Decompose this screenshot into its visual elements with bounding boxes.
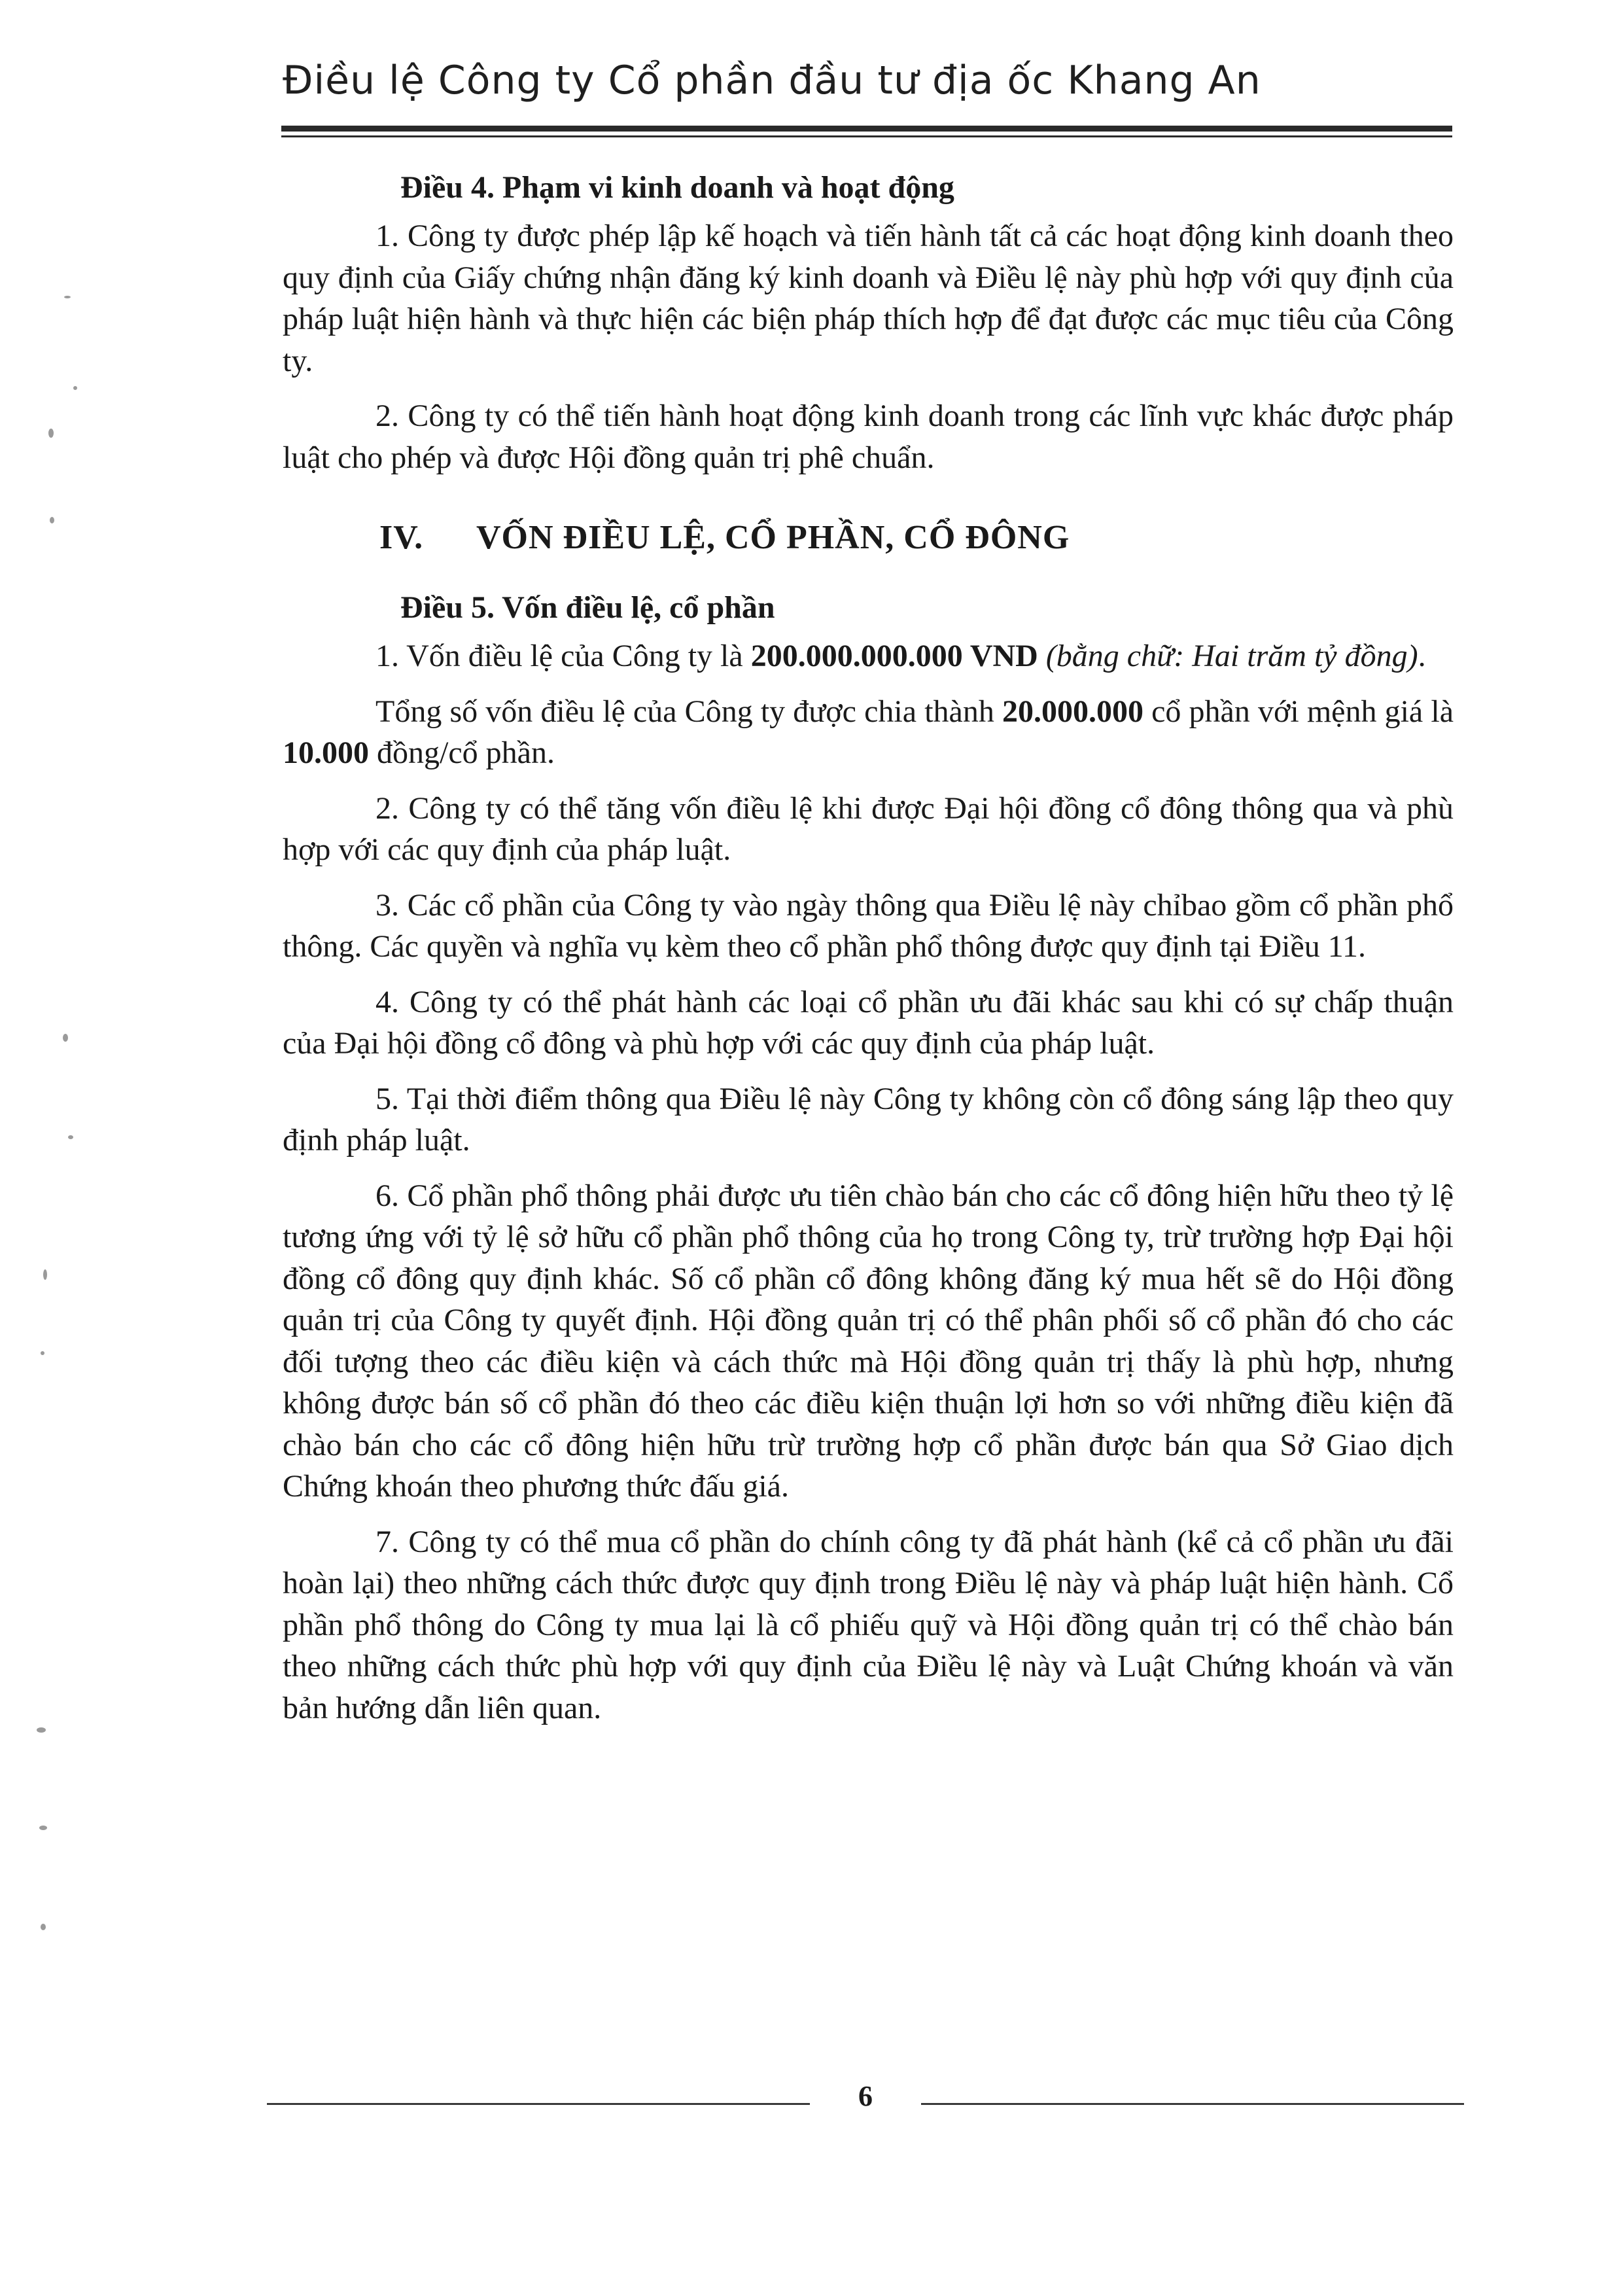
scan-speck [39, 1826, 47, 1830]
running-header: Điều lệ Công ty Cổ phần đầu tư địa ốc Khang An [283, 58, 1261, 103]
article-5-paragraph-6: 6. Cổ phần phổ thông phải được ưu tiên chào bán cho các cổ đông hiện hữu theo tỷ lệ tương ứng với tỷ lệ sở hữu cổ phần phổ thông của họ trong Công ty, trừ trường hợp Đại hội đồng cổ đông quy định khác. Số cổ phần cổ đông không đăng ký mua hết sẽ do Hội đồng quản trị của Công ty quyết định. Hội đồng quản trị có thể phân phối số cổ phần đó cho các đối tượng theo các điều kiện và cách thức mà Hội đồng quản trị thấy là phù hợp, nhưng không được bán số cổ phần đó theo các điều kiện thuận lợi hơn so với những điều kiện đã chào bán cho các cổ đông hiện hữu trừ trường hợp cổ phần được bán qua Sở Giao dịch Chứng khoán theo phương thức đấu giá. [283, 1178, 1454, 1504]
footer-rule-right [921, 2103, 1464, 2105]
article-5-paragraph-7: 7. Công ty có thể mua cổ phần do chính công ty đã phát hành (kể cả cổ phần ưu đãi hoàn lại) theo những cách thức được quy định trong Điều lệ này và pháp luật hiện hành. Cổ phần phổ thông do Công ty mua lại là cổ phiếu quỹ và Hội đồng quản trị có thể chào bán theo những cách thức phù hợp với quy định của Điều lệ này và Luật Chứng khoán và văn bản hướng dẫn liên quan. [283, 1524, 1454, 1725]
section-number: IV. [379, 519, 424, 556]
footer-rule-left [267, 2103, 810, 2105]
article-5-paragraph-3: 3. Các cổ phần của Công ty vào ngày thông qua Điều lệ này chỉbao gồm cổ phần phổ thông. Các quyền và nghĩa vụ kèm theo cổ phần phổ thông được quy định tại Điều 11. [283, 887, 1454, 964]
charter-capital-end: . [1418, 639, 1426, 673]
article-4-heading: Điều 4. Phạm vi kinh doanh và hoạt động [400, 170, 954, 205]
article-4-paragraph-2: 2. Công ty có thể tiến hành hoạt động kinh doanh trong các lĩnh vực khác được pháp luật cho phép và được Hội đồng quản trị phê chuẩn. [283, 398, 1454, 475]
scan-speck [41, 1924, 46, 1930]
header-rule [281, 126, 1452, 132]
page-number: 6 [858, 2080, 873, 2112]
article-4-paragraph-1: 1. Công ty được phép lập kế hoạch và tiến hành tất cả các hoạt động kinh doanh theo quy định của Giấy chứng nhận đăng ký kinh doanh và Điều lệ này phù hợp với quy định của pháp luật hiện hành và thực hiện các biện pháp thích hợp để đạt được các mục tiêu của Công ty. [283, 219, 1454, 378]
article-5-heading: Điều 5. Vốn điều lệ, cổ phần [400, 590, 775, 625]
scan-speck [73, 386, 77, 390]
scan-speck [37, 1727, 46, 1733]
document-body [283, 167, 1454, 1742]
section-4-heading [283, 515, 1454, 561]
par-value-lead: cổ phần với mệnh giá là [1143, 694, 1454, 729]
section-title: VỐN ĐIỀU LỆ, CỔ PHẦN, CỔ ĐÔNG [476, 519, 1070, 556]
charter-capital-lead: 1. Vốn điều lệ của Công ty là [375, 639, 751, 673]
scan-speck [48, 429, 54, 438]
scan-speck [64, 296, 71, 298]
scan-speck [68, 1135, 73, 1139]
par-value-unit: đồng/cổ phần. [369, 735, 555, 770]
header-rule-thin [281, 135, 1452, 137]
scan-speck [43, 1269, 47, 1280]
article-5-paragraph-2: 2. Công ty có thể tăng vốn điều lệ khi được Đại hội đồng cổ đông thông qua và phù hợp với các quy định của pháp luật. [283, 790, 1454, 867]
scan-speck [63, 1034, 68, 1042]
scan-speck [50, 517, 54, 523]
scan-speck [41, 1351, 44, 1355]
share-count: 20.000.000 [1002, 694, 1143, 729]
article-5-paragraph-1b [283, 691, 1454, 774]
article-5-paragraph-5: 5. Tại thời điểm thông qua Điều lệ này Công ty không còn cổ đông sáng lập theo quy định pháp luật. [283, 1081, 1454, 1157]
charter-capital-amount: 200.000.000.000 VND [750, 639, 1038, 673]
article-5-paragraph-4: 4. Công ty có thể phát hành các loại cổ phần ưu đãi khác sau khi có sự chấp thuận của Đại hội đồng cổ đông và phù hợp với các quy định của pháp luật. [283, 984, 1454, 1061]
share-count-lead: Tổng số vốn điều lệ của Công ty được chia thành [375, 694, 1002, 729]
par-value: 10.000 [283, 735, 369, 770]
charter-capital-in-words: (bằng chữ: Hai trăm tỷ đồng) [1038, 639, 1418, 673]
article-5-paragraph-1 [283, 635, 1454, 677]
